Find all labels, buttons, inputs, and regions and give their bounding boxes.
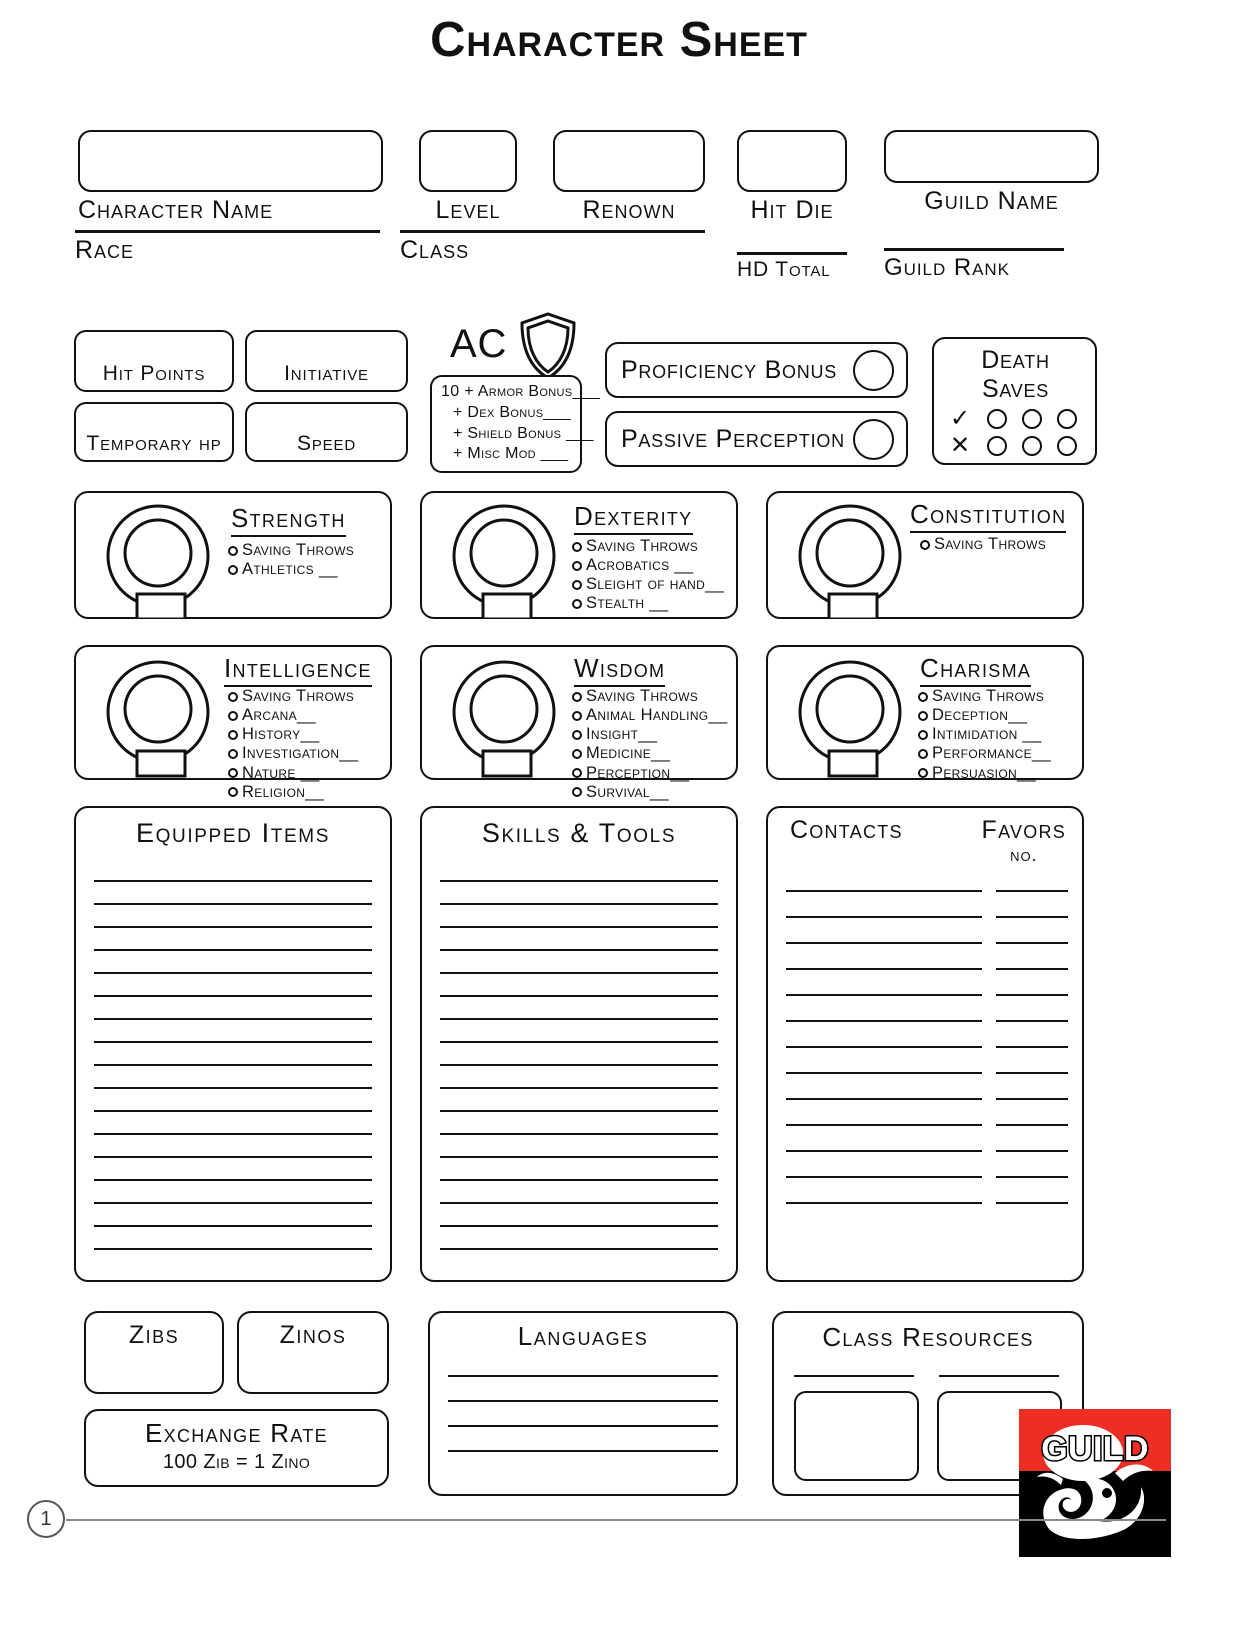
footer-rule [66,1519,1166,1521]
skill-item[interactable] [228,744,358,763]
skill-item[interactable] [918,706,1051,725]
skill-label: Persuasion__ [932,763,1036,782]
skill-label: History__ [242,725,320,744]
speed-label: Speed [296,432,357,455]
ability-block-strength [74,491,392,619]
class-label: Class [400,236,470,264]
contact-name-line[interactable] [786,1046,982,1048]
skill-item[interactable] [572,764,728,783]
class-resource-label-line-2[interactable] [939,1375,1059,1377]
skill-label: Athletics __ [242,560,338,579]
contact-favors-line[interactable] [996,1176,1068,1178]
skill-item[interactable] [572,783,728,802]
guild-name-label: Guild Name [924,187,1059,215]
favors-header [982,816,1066,866]
skill-label: Deception__ [932,706,1028,725]
character-name-label: Character Name [78,196,274,224]
dexterity-skill-list [572,537,724,614]
skills-tools-title: Skills & Tools [481,818,677,848]
contact-row [786,942,1068,944]
skill-tool-line[interactable] [440,1087,718,1089]
contact-name-line[interactable] [786,1098,982,1100]
language-line[interactable] [448,1425,718,1427]
strength-score-ring[interactable] [92,501,232,624]
hd-total-label: HD Total [737,258,831,281]
favors-subtitle: no. [1010,845,1038,865]
charisma-name: Charisma [920,653,1031,687]
skill-label: Medicine__ [586,744,671,763]
cross-icon: ✕ [949,432,971,459]
skill-label: Sleight of hand__ [586,575,725,594]
contacts-lines[interactable] [786,890,1068,1228]
contact-row [786,890,1068,892]
skill-tool-line[interactable] [440,1041,718,1043]
armor-class-label: AC [450,322,508,366]
skill-tool-line[interactable] [440,1133,718,1135]
checkbox-icon[interactable] [918,749,928,759]
wisdom-skill-list [572,687,728,802]
equipped-item-line[interactable] [94,1179,372,1181]
checkbox-icon[interactable] [572,692,582,702]
constitution-name: Constitution [910,499,1066,533]
skill-item[interactable] [572,594,724,613]
skill-item[interactable] [920,535,1046,554]
skill-label: Saving Throws [242,687,355,705]
checkbox-icon[interactable] [228,711,238,721]
checkbox-icon[interactable] [228,787,238,797]
language-line[interactable] [448,1400,718,1402]
temporary-hp-box[interactable] [74,402,234,462]
renown-field[interactable] [553,130,705,225]
checkbox-icon[interactable] [572,730,582,740]
death-save-success-3[interactable] [1057,409,1077,429]
checkbox-icon[interactable] [918,711,928,721]
skill-label: Saving Throws [586,537,699,555]
intelligence-skill-list [228,687,358,802]
equipped-item-line[interactable] [94,1225,372,1227]
skill-item[interactable] [918,764,1051,783]
logo-wordmark: GUILD [1041,1429,1149,1468]
checkbox-icon[interactable] [918,768,928,778]
skill-tool-line[interactable] [440,1248,718,1250]
skill-item[interactable] [228,541,354,560]
contact-name-line[interactable] [786,890,982,892]
passive-perception-label: Passive Perception [621,424,845,453]
charisma-score-ring[interactable] [784,655,924,784]
speed-box[interactable] [245,402,408,462]
initiative-box[interactable] [245,330,408,392]
checkbox-icon[interactable] [228,730,238,740]
skills-tools-panel [420,806,738,1282]
class-input[interactable] [400,230,705,233]
ac-formula-line-1: 10 + Armor Bonus___ [441,383,601,400]
dexterity-score-ring[interactable] [438,501,578,624]
skill-tool-line[interactable] [440,972,718,974]
equipped-item-line[interactable] [94,1156,372,1158]
skill-item[interactable] [572,744,728,763]
equipped-item-line[interactable] [94,1041,372,1043]
race-label: Race [75,236,135,264]
zibs-box[interactable] [84,1311,224,1394]
skill-tool-line[interactable] [440,995,718,997]
class-resource-label-line-1[interactable] [794,1375,914,1377]
skill-item[interactable] [228,764,358,783]
equipped-item-line[interactable] [94,949,372,951]
equipped-item-line[interactable] [94,903,372,905]
language-line[interactable] [448,1450,718,1452]
dexterity-name: Dexterity [574,501,693,535]
skill-item[interactable] [918,725,1051,744]
skill-tool-line[interactable] [440,1110,718,1112]
guild-rank-field[interactable] [884,248,1064,282]
zinos-box[interactable] [237,1311,389,1394]
renown-input[interactable] [553,130,705,192]
skill-label: Saving Throws [934,535,1047,553]
equipped-item-line[interactable] [94,1110,372,1112]
skill-item[interactable] [228,783,358,802]
equipped-items-lines[interactable] [94,880,372,1271]
contact-name-line[interactable] [786,1124,982,1126]
equipped-item-line[interactable] [94,1087,372,1089]
wisdom-name: Wisdom [574,653,665,687]
skill-label: Religion__ [242,782,325,801]
skill-item[interactable] [572,687,728,706]
skill-label: Acrobatics __ [586,556,694,575]
checkbox-icon[interactable] [918,730,928,740]
strength-skill-list [228,541,354,579]
contact-favors-line[interactable] [996,994,1068,996]
death-save-failure-3[interactable] [1057,436,1077,456]
death-save-success-2[interactable] [1022,409,1042,429]
checkbox-icon[interactable] [572,749,582,759]
contact-row [786,994,1068,996]
skill-label: Intimidation __ [932,725,1042,744]
proficiency-bonus-box[interactable] [605,342,908,398]
character-name-input[interactable] [78,130,383,192]
equipped-item-line[interactable] [94,1133,372,1135]
contact-row [786,1020,1068,1022]
equipped-item-line[interactable] [94,880,372,882]
contact-favors-line[interactable] [996,890,1068,892]
languages-lines[interactable] [448,1375,718,1475]
contact-favors-line[interactable] [996,1098,1068,1100]
contact-row [786,1124,1068,1126]
death-saves-failure-row [948,434,1083,458]
death-save-success-1[interactable] [987,409,1007,429]
contact-favors-line[interactable] [996,1124,1068,1126]
contact-row [786,1098,1068,1100]
skills-tools-lines[interactable] [440,880,718,1271]
contact-favors-line[interactable] [996,1072,1068,1074]
checkbox-icon[interactable] [228,565,238,575]
equipped-item-line[interactable] [94,1202,372,1204]
checkbox-icon[interactable] [228,692,238,702]
strength-name: Strength [231,503,346,537]
skill-item[interactable] [918,744,1051,763]
favors-title: Favors [981,816,1066,844]
hit-die-input[interactable] [737,130,847,192]
checkbox-icon[interactable] [228,749,238,759]
skill-label: Stealth __ [586,594,669,613]
skill-label: Perception__ [586,763,690,782]
checkbox-icon[interactable] [572,787,582,797]
skill-label: Saving Throws [932,687,1045,705]
class-resources-title: Class Resources [822,1322,1034,1352]
contacts-header [790,816,1066,866]
contact-favors-line[interactable] [996,1150,1068,1152]
checkbox-icon[interactable] [572,711,582,721]
equipped-items-panel [74,806,392,1282]
hit-die-label: Hit Die [750,196,834,224]
contact-row [786,1046,1068,1048]
level-input[interactable] [419,130,517,192]
contact-favors-line[interactable] [996,1020,1068,1022]
charisma-skill-list [918,687,1051,783]
skill-item[interactable] [228,687,358,706]
wisdom-score-ring[interactable] [438,655,578,784]
contact-favors-line[interactable] [996,1202,1068,1204]
passive-perception-input[interactable] [853,419,894,460]
hit-die-field[interactable] [737,130,847,225]
death-save-failure-1[interactable] [987,436,1007,456]
skill-tool-line[interactable] [440,1064,718,1066]
checkbox-icon[interactable] [572,768,582,778]
contact-name-line[interactable] [786,1202,982,1204]
skill-item[interactable] [918,687,1051,706]
ability-block-constitution [766,491,1084,619]
skill-item[interactable] [572,537,724,556]
proficiency-bonus-input[interactable] [853,350,894,391]
death-saves-box [932,337,1097,465]
constitution-score-ring[interactable] [784,501,924,624]
equipped-item-line[interactable] [94,995,372,997]
ability-block-dexterity [420,491,738,619]
skill-tool-line[interactable] [440,926,718,928]
equipped-item-line[interactable] [94,1248,372,1250]
checkbox-icon[interactable] [228,768,238,778]
contact-name-line[interactable] [786,994,982,996]
contact-name-line[interactable] [786,968,982,970]
race-field[interactable] [75,230,380,265]
contact-name-line[interactable] [786,916,982,918]
contact-favors-line[interactable] [996,968,1068,970]
skill-label: Survival__ [586,782,669,801]
exchange-rate-title: Exchange Rate [145,1418,328,1448]
skill-item[interactable] [572,556,724,575]
checkbox-icon[interactable] [572,542,582,552]
ac-formula-line-2: + Dex Bonus___ [453,403,572,421]
equipped-items-title: Equipped Items [136,818,330,848]
skill-tool-line[interactable] [440,903,718,905]
contact-row [786,1072,1068,1074]
equipped-item-line[interactable] [94,1064,372,1066]
ac-formula-line-4: + Misc Mod ___ [453,445,569,463]
guild-name-field[interactable] [884,130,1099,216]
skill-label: Saving Throws [242,541,355,559]
passive-perception-box[interactable] [605,411,908,467]
renown-label: Renown [582,196,676,224]
ac-formula-line-3: + Shield Bonus ___ [453,424,594,442]
skill-item[interactable] [228,725,358,744]
checkbox-icon[interactable] [572,580,582,590]
skill-tool-line[interactable] [440,880,718,882]
contact-row [786,1202,1068,1204]
contact-name-line[interactable] [786,1072,982,1074]
skill-tool-line[interactable] [440,1202,718,1204]
contact-row [786,1150,1068,1152]
skill-item[interactable] [572,575,724,594]
ac-formula-box[interactable] [430,375,601,473]
contacts-panel [766,806,1084,1282]
contact-favors-line[interactable] [996,1046,1068,1048]
skill-item[interactable] [228,560,354,579]
hd-total-field[interactable] [737,252,847,282]
checkbox-icon[interactable] [920,540,930,550]
skill-tool-line[interactable] [440,1156,718,1158]
language-line[interactable] [448,1375,718,1377]
level-field[interactable] [419,130,517,225]
checkbox-icon[interactable] [228,546,238,556]
languages-title: Languages [517,1321,649,1351]
hit-points-box[interactable] [74,330,234,392]
intelligence-name: Intelligence [224,653,372,687]
equipped-item-line[interactable] [94,1018,372,1020]
checkbox-icon[interactable] [572,599,582,609]
contacts-title: Contacts [790,816,903,844]
skill-tool-line[interactable] [440,1179,718,1181]
skill-label: Nature __ [242,763,320,782]
exchange-rate-value: 100 Zib = 1 Zino [162,1451,311,1473]
proficiency-bonus-label: Proficiency Bonus [621,355,838,384]
skill-label: Saving Throws [586,687,699,705]
hd-total-input[interactable] [737,252,847,255]
death-save-failure-2[interactable] [1022,436,1042,456]
temporary-hp-label: Temporary hp [86,432,222,455]
intelligence-score-ring[interactable] [92,655,232,784]
contact-row [786,916,1068,918]
contact-favors-line[interactable] [996,942,1068,944]
skill-item[interactable] [572,725,728,744]
guild-name-input[interactable] [884,130,1099,183]
dms-guild-logo [1019,1409,1171,1557]
page-number: 1 [27,1500,65,1538]
skill-label: Investigation__ [242,744,359,763]
skill-tool-line[interactable] [440,1018,718,1020]
skill-label: Insight__ [586,725,658,744]
skill-tool-line[interactable] [440,949,718,951]
contact-name-line[interactable] [786,1020,982,1022]
contact-row [786,1176,1068,1178]
guild-rank-label: Guild Rank [884,254,1010,281]
equipped-item-line[interactable] [94,972,372,974]
guild-rank-input[interactable] [884,248,1064,251]
character-name-field[interactable] [78,130,383,225]
equipped-item-line[interactable] [94,926,372,928]
skill-tool-line[interactable] [440,1225,718,1227]
languages-panel [428,1311,738,1496]
death-saves-success-row [948,407,1083,431]
race-input[interactable] [75,230,380,233]
checkbox-icon[interactable] [918,692,928,702]
contact-favors-line[interactable] [996,916,1068,918]
class-resource-slot-1[interactable] [794,1391,919,1481]
skill-label: Arcana__ [242,706,317,725]
death-saves-title: Death Saves [981,346,1050,403]
skill-label: Performance__ [932,744,1051,763]
zibs-label: Zibs [128,1321,180,1349]
ability-block-intelligence [74,645,392,801]
skill-item[interactable] [572,706,728,725]
contact-name-line[interactable] [786,942,982,944]
constitution-skill-list [920,535,1046,554]
exchange-rate-box [84,1409,389,1487]
initiative-label: Initiative [284,362,369,385]
zinos-label: Zinos [279,1321,347,1349]
page-title: Character Sheet [430,13,808,67]
ability-block-charisma [766,645,1084,780]
ability-block-wisdom [420,645,738,801]
check-icon: ✓ [949,405,971,432]
level-label: Level [435,196,501,224]
hit-points-label: Hit Points [102,362,206,385]
contact-name-line[interactable] [786,1150,982,1152]
skill-item[interactable] [228,706,358,725]
contact-name-line[interactable] [786,1176,982,1178]
skill-label: Animal Handling__ [586,706,728,725]
checkbox-icon[interactable] [572,561,582,571]
class-field[interactable] [400,230,705,265]
contact-row [786,968,1068,970]
